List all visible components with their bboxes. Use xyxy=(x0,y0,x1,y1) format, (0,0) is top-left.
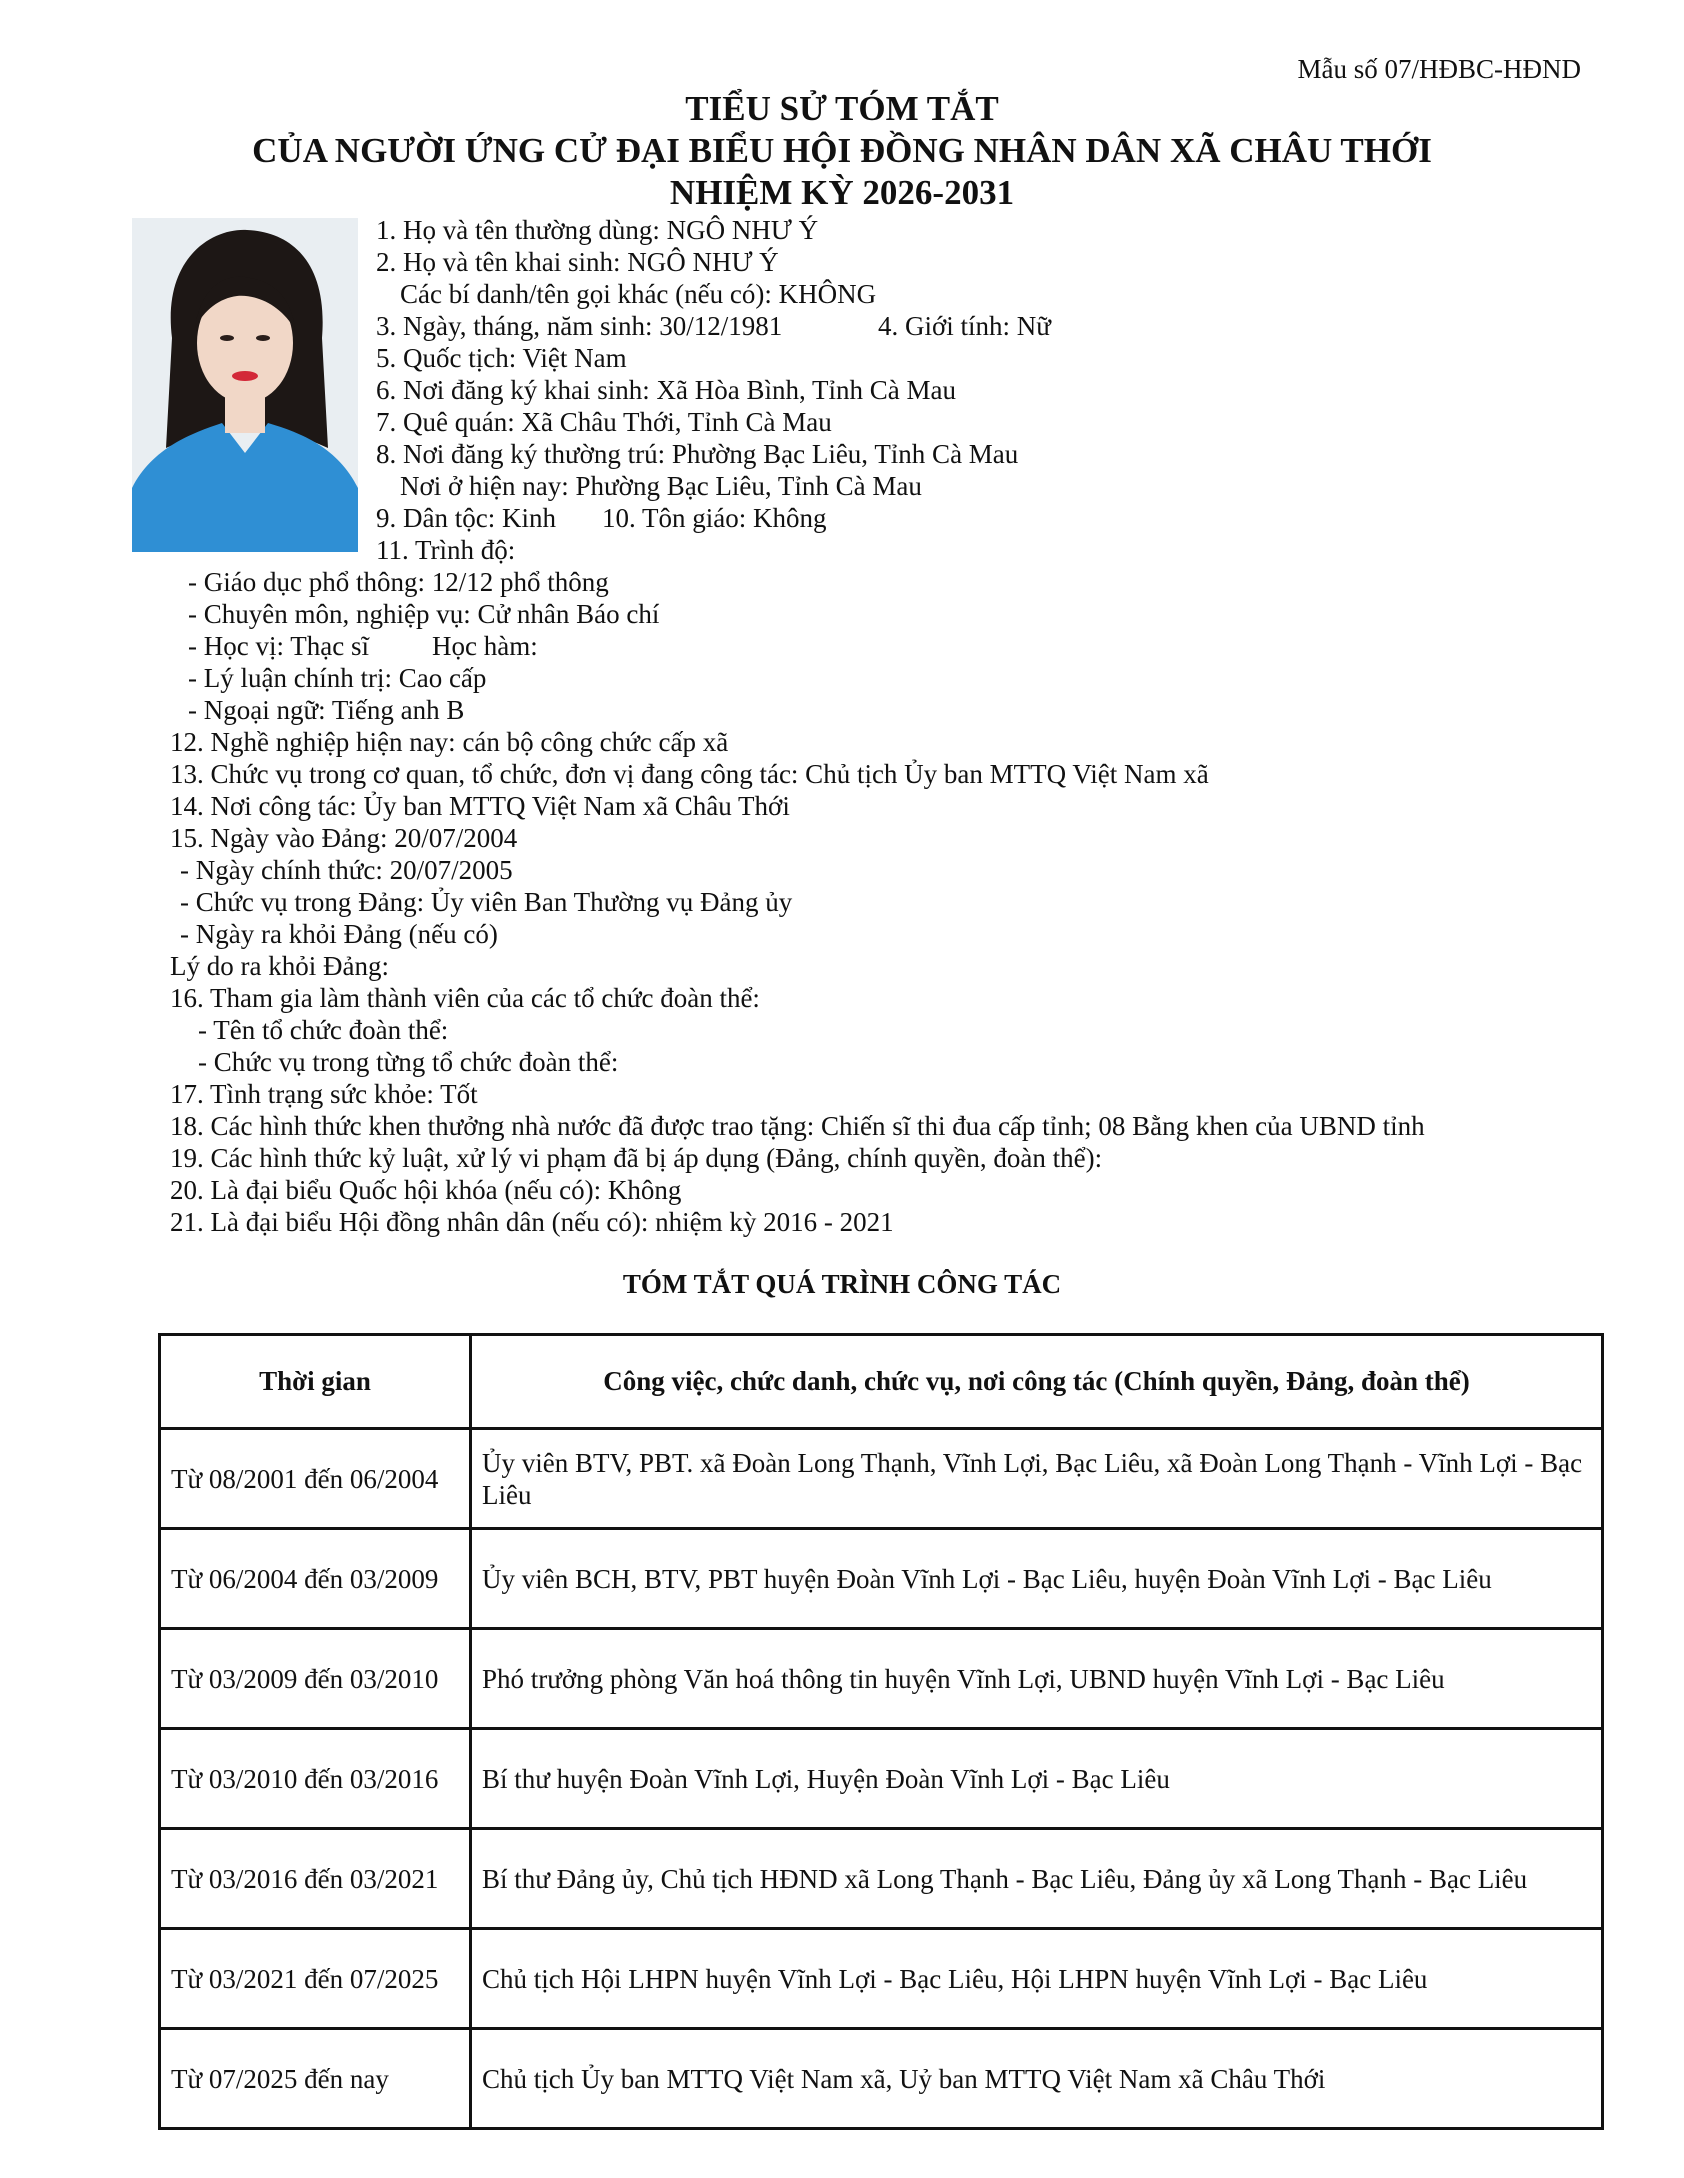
document-title: TIỂU SỬ TÓM TẮT xyxy=(685,89,999,128)
bio-position: 13. Chức vụ trong cơ quan, tổ chức, đơn vị đang công tác: Chủ tịch Ủy ban MTTQ Việt Nam xã xyxy=(170,759,1209,789)
career-table xyxy=(158,1333,1604,2130)
table-row xyxy=(160,2029,1603,2129)
portrait-photo xyxy=(132,218,358,552)
bio-nationality: 5. Quốc tịch: Việt Nam xyxy=(376,343,627,373)
bio-political-theory: - Lý luận chính trị: Cao cấp xyxy=(188,663,487,693)
table-row xyxy=(160,1929,1603,2029)
row-time: Từ 03/2021 đến 07/2025 xyxy=(160,1929,471,2029)
bio-discipline: 19. Các hình thức kỷ luật, xử lý vi phạm đã bị áp dụng (Đảng, chính quyền, đoàn thể): xyxy=(170,1143,1103,1173)
bio-organization-role: - Chức vụ trong từng tổ chức đoàn thể: xyxy=(198,1047,619,1077)
table-row xyxy=(160,1429,1603,1529)
row-job: Ủy viên BTV, PBT. xã Đoàn Long Thạnh, Vĩnh Lợi, Bạc Liêu, xã Đoàn Long Thạnh - Vĩnh Lợi - Bạc Liêu xyxy=(471,1429,1603,1529)
bio-religion: 10. Tôn giáo: Không xyxy=(602,503,827,533)
bio-peoples-council: 21. Là đại biểu Hội đồng nhân dân (nếu có): nhiệm kỳ 2016 - 2021 xyxy=(170,1207,894,1237)
column-header-job: Công việc, chức danh, chức vụ, nơi công tác (Chính quyền, Đảng, đoàn thể) xyxy=(471,1335,1603,1429)
row-time: Từ 07/2025 đến nay xyxy=(160,2029,471,2129)
bio-awards: 18. Các hình thức khen thưởng nhà nước đã được trao tặng: Chiến sĩ thi đua cấp tỉnh; 08 Bằng khen của UBND tỉnh xyxy=(170,1111,1425,1141)
table-row xyxy=(160,1629,1603,1729)
photo-lips xyxy=(232,371,258,381)
row-job: Chủ tịch Ủy ban MTTQ Việt Nam xã, Uỷ ban MTTQ Việt Nam xã Châu Thới xyxy=(471,2029,1603,2129)
bio-aliases: Các bí danh/tên gọi khác (nếu có): KHÔNG xyxy=(400,279,877,309)
row-time: Từ 08/2001 đến 06/2004 xyxy=(160,1429,471,1529)
career-header-row xyxy=(160,1335,1603,1429)
bio-general-education: - Giáo dục phổ thông: 12/12 phổ thông xyxy=(188,567,609,597)
bio-workplace: 14. Nơi công tác: Ủy ban MTTQ Việt Nam xã Châu Thới xyxy=(170,791,790,821)
bio-national-assembly: 20. Là đại biểu Quốc hội khóa (nếu có): Không xyxy=(170,1175,682,1205)
bio-ethnicity: 9. Dân tộc: Kinh xyxy=(376,503,556,533)
bio-party-exit-reason: Lý do ra khỏi Đảng: xyxy=(170,951,389,981)
bio-party-position: - Chức vụ trong Đảng: Ủy viên Ban Thường vụ Đảng ủy xyxy=(180,887,793,917)
bio-education-heading: 11. Trình độ: xyxy=(376,535,516,565)
table-row xyxy=(160,1529,1603,1629)
row-time: Từ 03/2010 đến 03/2016 xyxy=(160,1729,471,1829)
bio-hometown: 7. Quê quán: Xã Châu Thới, Tỉnh Cà Mau xyxy=(376,407,832,437)
bio-birthplace: 6. Nơi đăng ký khai sinh: Xã Hòa Bình, Tỉnh Cà Mau xyxy=(376,375,956,405)
bio-profession: - Chuyên môn, nghiệp vụ: Cử nhân Báo chí xyxy=(188,599,660,629)
bio-occupation: 12. Nghề nghiệp hiện nay: cán bộ công chức cấp xã xyxy=(170,727,729,757)
bio-academic-title: Học hàm: xyxy=(432,631,538,661)
photo-eye-right xyxy=(256,335,270,341)
row-job: Phó trưởng phòng Văn hoá thông tin huyện Vĩnh Lợi, UBND huyện Vĩnh Lợi - Bạc Liêu xyxy=(471,1629,1603,1729)
career-section-title: TÓM TẮT QUÁ TRÌNH CÔNG TÁC xyxy=(622,1269,1062,1299)
row-time: Từ 03/2009 đến 03/2010 xyxy=(160,1629,471,1729)
bio-degree: - Học vị: Thạc sĩ xyxy=(188,631,369,661)
bio-common-name: 1. Họ và tên thường dùng: NGÔ NHƯ Ý xyxy=(376,215,819,245)
row-time: Từ 06/2004 đến 03/2009 xyxy=(160,1529,471,1629)
bio-organization-name: - Tên tổ chức đoàn thể: xyxy=(198,1015,449,1045)
row-job: Chủ tịch Hội LHPN huyện Vĩnh Lợi - Bạc Liêu, Hội LHPN huyện Vĩnh Lợi - Bạc Liêu xyxy=(471,1929,1603,2029)
row-job: Ủy viên BCH, BTV, PBT huyện Đoàn Vĩnh Lợi - Bạc Liêu, huyện Đoàn Vĩnh Lợi - Bạc Liêu xyxy=(471,1529,1603,1629)
column-header-time: Thời gian xyxy=(160,1335,471,1429)
bio-birth-date: 3. Ngày, tháng, năm sinh: 30/12/1981 xyxy=(376,311,783,341)
table-row xyxy=(160,1729,1603,1829)
bio-organizations: 16. Tham gia làm thành viên của các tổ chức đoàn thể: xyxy=(170,983,760,1013)
bio-permanent-residence: 8. Nơi đăng ký thường trú: Phường Bạc Liêu, Tỉnh Cà Mau xyxy=(376,439,1019,469)
document-subtitle: CỦA NGƯỜI ỨNG CỬ ĐẠI BIỂU HỘI ĐỒNG NHÂN DÂN XÃ CHÂU THỚI xyxy=(252,131,1432,170)
row-job: Bí thư Đảng ủy, Chủ tịch HĐND xã Long Thạnh - Bạc Liêu, Đảng ủy xã Long Thạnh - Bạc Liêu xyxy=(471,1829,1603,1929)
bio-health: 17. Tình trạng sức khỏe: Tốt xyxy=(170,1079,478,1109)
bio-current-residence: Nơi ở hiện nay: Phường Bạc Liêu, Tỉnh Cà Mau xyxy=(400,471,922,501)
bio-party-admission: 15. Ngày vào Đảng: 20/07/2004 xyxy=(170,823,518,853)
table-row xyxy=(160,1829,1603,1929)
bio-party-official-date: - Ngày chính thức: 20/07/2005 xyxy=(180,855,513,885)
row-job: Bí thư huyện Đoàn Vĩnh Lợi, Huyện Đoàn Vĩnh Lợi - Bạc Liêu xyxy=(471,1729,1603,1829)
bio-birth-name: 2. Họ và tên khai sinh: NGÔ NHƯ Ý xyxy=(376,247,779,277)
term-title: NHIỆM KỲ 2026-2031 xyxy=(669,173,1015,212)
bio-gender: 4. Giới tính: Nữ xyxy=(878,311,1051,341)
photo-eye-left xyxy=(220,335,234,341)
row-time: Từ 03/2016 đến 03/2021 xyxy=(160,1829,471,1929)
bio-foreign-language: - Ngoại ngữ: Tiếng anh B xyxy=(188,695,465,725)
form-code: Mẫu số 07/HĐBC-HĐND xyxy=(1297,54,1581,84)
bio-party-exit-date: - Ngày ra khỏi Đảng (nếu có) xyxy=(180,919,498,949)
